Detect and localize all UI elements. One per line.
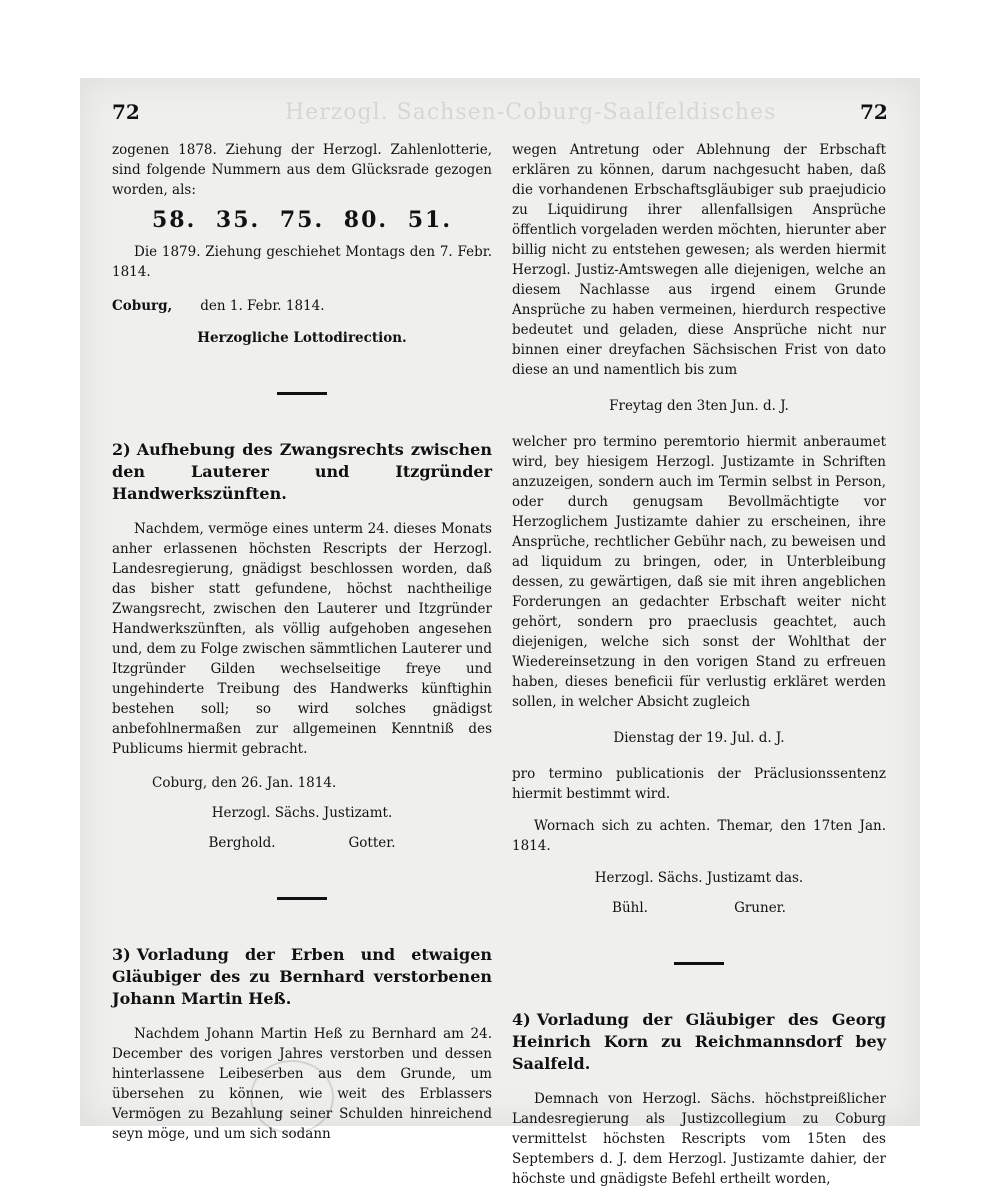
signature-name: Bühl.	[612, 900, 648, 916]
section-3-continued: wegen Antretung oder Ablehnung der Erbschaft erklären zu können, darum nachgesucht haben, daß die vorhandenen Erbschaftsgläubiger sub praejudicio zu Liquidirung ihrer allenfallsigen Ansprüche öffentlich vorgeladen werden möchten, hierunter aber billig nicht zu entstehen gewesen; als werden hiermit Herzogl. Justiz-Amtswegen alle diejenigen, welche an diesem Nachlasse aus irgend einem Grunde Ansprüche zu haben vermeinen, hierdurch respective bedeutet und geladen, diese Ansprüche nicht nur binnen einer dreyfachen Sächsischen Frist von dato diese an und namentlich bis zum	[512, 142, 886, 378]
section-3-number: 3)	[112, 945, 131, 964]
section-4-heading	[512, 1009, 886, 1075]
lotto-authority: Herzogliche Lottodirection.	[197, 330, 407, 346]
section-2-date: Coburg, den 26. Jan. 1814.	[152, 775, 337, 791]
section-3-signatures	[569, 898, 829, 918]
section-2-body: Nachdem, vermöge eines unterm 24. dieses Monats anher erlassenen höchsten Rescripts der Herzogl. Landesregierung, gnädigst beschlossen worden, daß das bisher statt gefundene, höchst nachtheilige Zwangsrecht, zwischen den Lauterer und Itzgründer Handwerkszünften, als völlig aufgehoben angesehen und, dem zu Folge zwischen sämmtlichen Lauterer und Itzgründer Gilden wechselseitige freye und ungehinderte Treibung des Handwerks künftighin bestehen soll; so wird solches gnädigst anbefohlnermaßen zur allgemeinen Kenntniß des Publicums hiermit gebracht.	[112, 521, 492, 757]
section-3-title: Vorladung der Erben und etwaigen Gläubiger des zu Bernhard verstorbenen Johann Martin Heß.	[112, 945, 492, 1008]
section-2-heading	[112, 439, 492, 505]
signature-name: Gruner.	[734, 900, 786, 916]
dateline	[112, 296, 492, 316]
page-number-right: 72	[860, 100, 888, 124]
section-4-number: 4)	[512, 1010, 531, 1029]
section-2-title: Aufhebung des Zwangsrechts zwischen den Lauterer und Itzgründer Handwerkszünften.	[112, 440, 492, 503]
next-draw-notice: Die 1879. Ziehung geschiehet Montags den 7. Febr. 1814.	[112, 244, 492, 280]
lottery-intro: zogenen 1878. Ziehung der Herzogl. Zahlenlotterie, sind folgende Nummern aus dem Glücksrade gezogen worden, als:	[112, 142, 492, 198]
page-number-left: 72	[112, 100, 140, 124]
section-divider	[277, 897, 327, 900]
section-3-terms: welcher pro termino peremtorio hiermit anberaumet wird, bey hiesigem Herzogl. Justizamte in Schriften anzuzeigen, sondern auch im Termin selbst in Person, oder durch genugsam Bevollmächtigte vor Herzoglichem Justizamte dahier zu erscheinen, ihre Ansprüche, rechtlicher Gebühr nach, zu beweisen und ad liquidum zu bringen, oder, in Unterbleibung dessen, zu gewärtigen, daß sie mit ihren angeblichen Forderungen an gedachter Erbschaft weiter nicht gehört, sondern pro praeclusis geachtet, auch diejenigen, welche sich sonst der Wohlthat der Wiedereinsetzung in den vorigen Stand zu erfreuen haben, dieses beneficii für verlustig erkläret werden sollen, in welcher Absicht zugleich	[512, 434, 886, 710]
term-date-2: Dienstag der 19. Jul. d. J.	[613, 730, 785, 746]
section-3-office: Herzogl. Sächs. Justizamt das.	[594, 870, 804, 886]
term-date-1: Freytag den 3ten Jun. d. J.	[609, 398, 789, 414]
section-2-office: Herzogl. Sächs. Justizamt.	[211, 805, 393, 821]
dateline-place: Coburg,	[112, 298, 173, 314]
section-divider	[674, 962, 724, 965]
section-2-number: 2)	[112, 440, 131, 459]
section-2-signatures	[172, 833, 432, 853]
section-3-body: Nachdem Johann Martin Heß zu Bernhard am 24. December des vorigen Jahres verstorben und dessen hinterlassene Leibeserben aus dem Grunde, um übersehen zu können, wie weit des Erblassers Vermögen zu Bezahlung seiner Schulden hinreichend seyn möge, und um sich sodann	[112, 1026, 492, 1142]
publication-notice: pro termino publicationis der Präclusionssentenz hiermit bestimmt wird.	[512, 766, 886, 802]
dateline-date: den 1. Febr. 1814.	[200, 298, 325, 314]
signature-name: Berghold.	[208, 835, 276, 851]
section-divider	[277, 392, 327, 395]
place-date: Wornach sich zu achten. Themar, den 17ten Jan. 1814.	[512, 818, 886, 854]
section-4-body: Demnach von Herzogl. Sächs. höchstpreißlicher Landesregierung als Justizcollegium zu Coburg vermittelst höchsten Rescripts vom 15ten des Septembers d. J. dem Herzogl. Justizamte dahier, der höchste und gnädigste Befehl ertheilt worden,	[512, 1091, 886, 1187]
bleed-through-text: Herzogl. Sachsen-Coburg-Saalfeldisches	[285, 100, 777, 125]
signature-name: Gotter.	[348, 835, 396, 851]
right-column	[512, 140, 886, 1189]
section-3-heading	[112, 944, 492, 1010]
left-column	[112, 140, 492, 1144]
drawn-numbers: 58. 35. 75. 80. 51.	[151, 207, 452, 233]
section-4-title: Vorladung der Gläubiger des Georg Heinrich Korn zu Reichmannsdorf bey Saalfeld.	[512, 1010, 886, 1073]
